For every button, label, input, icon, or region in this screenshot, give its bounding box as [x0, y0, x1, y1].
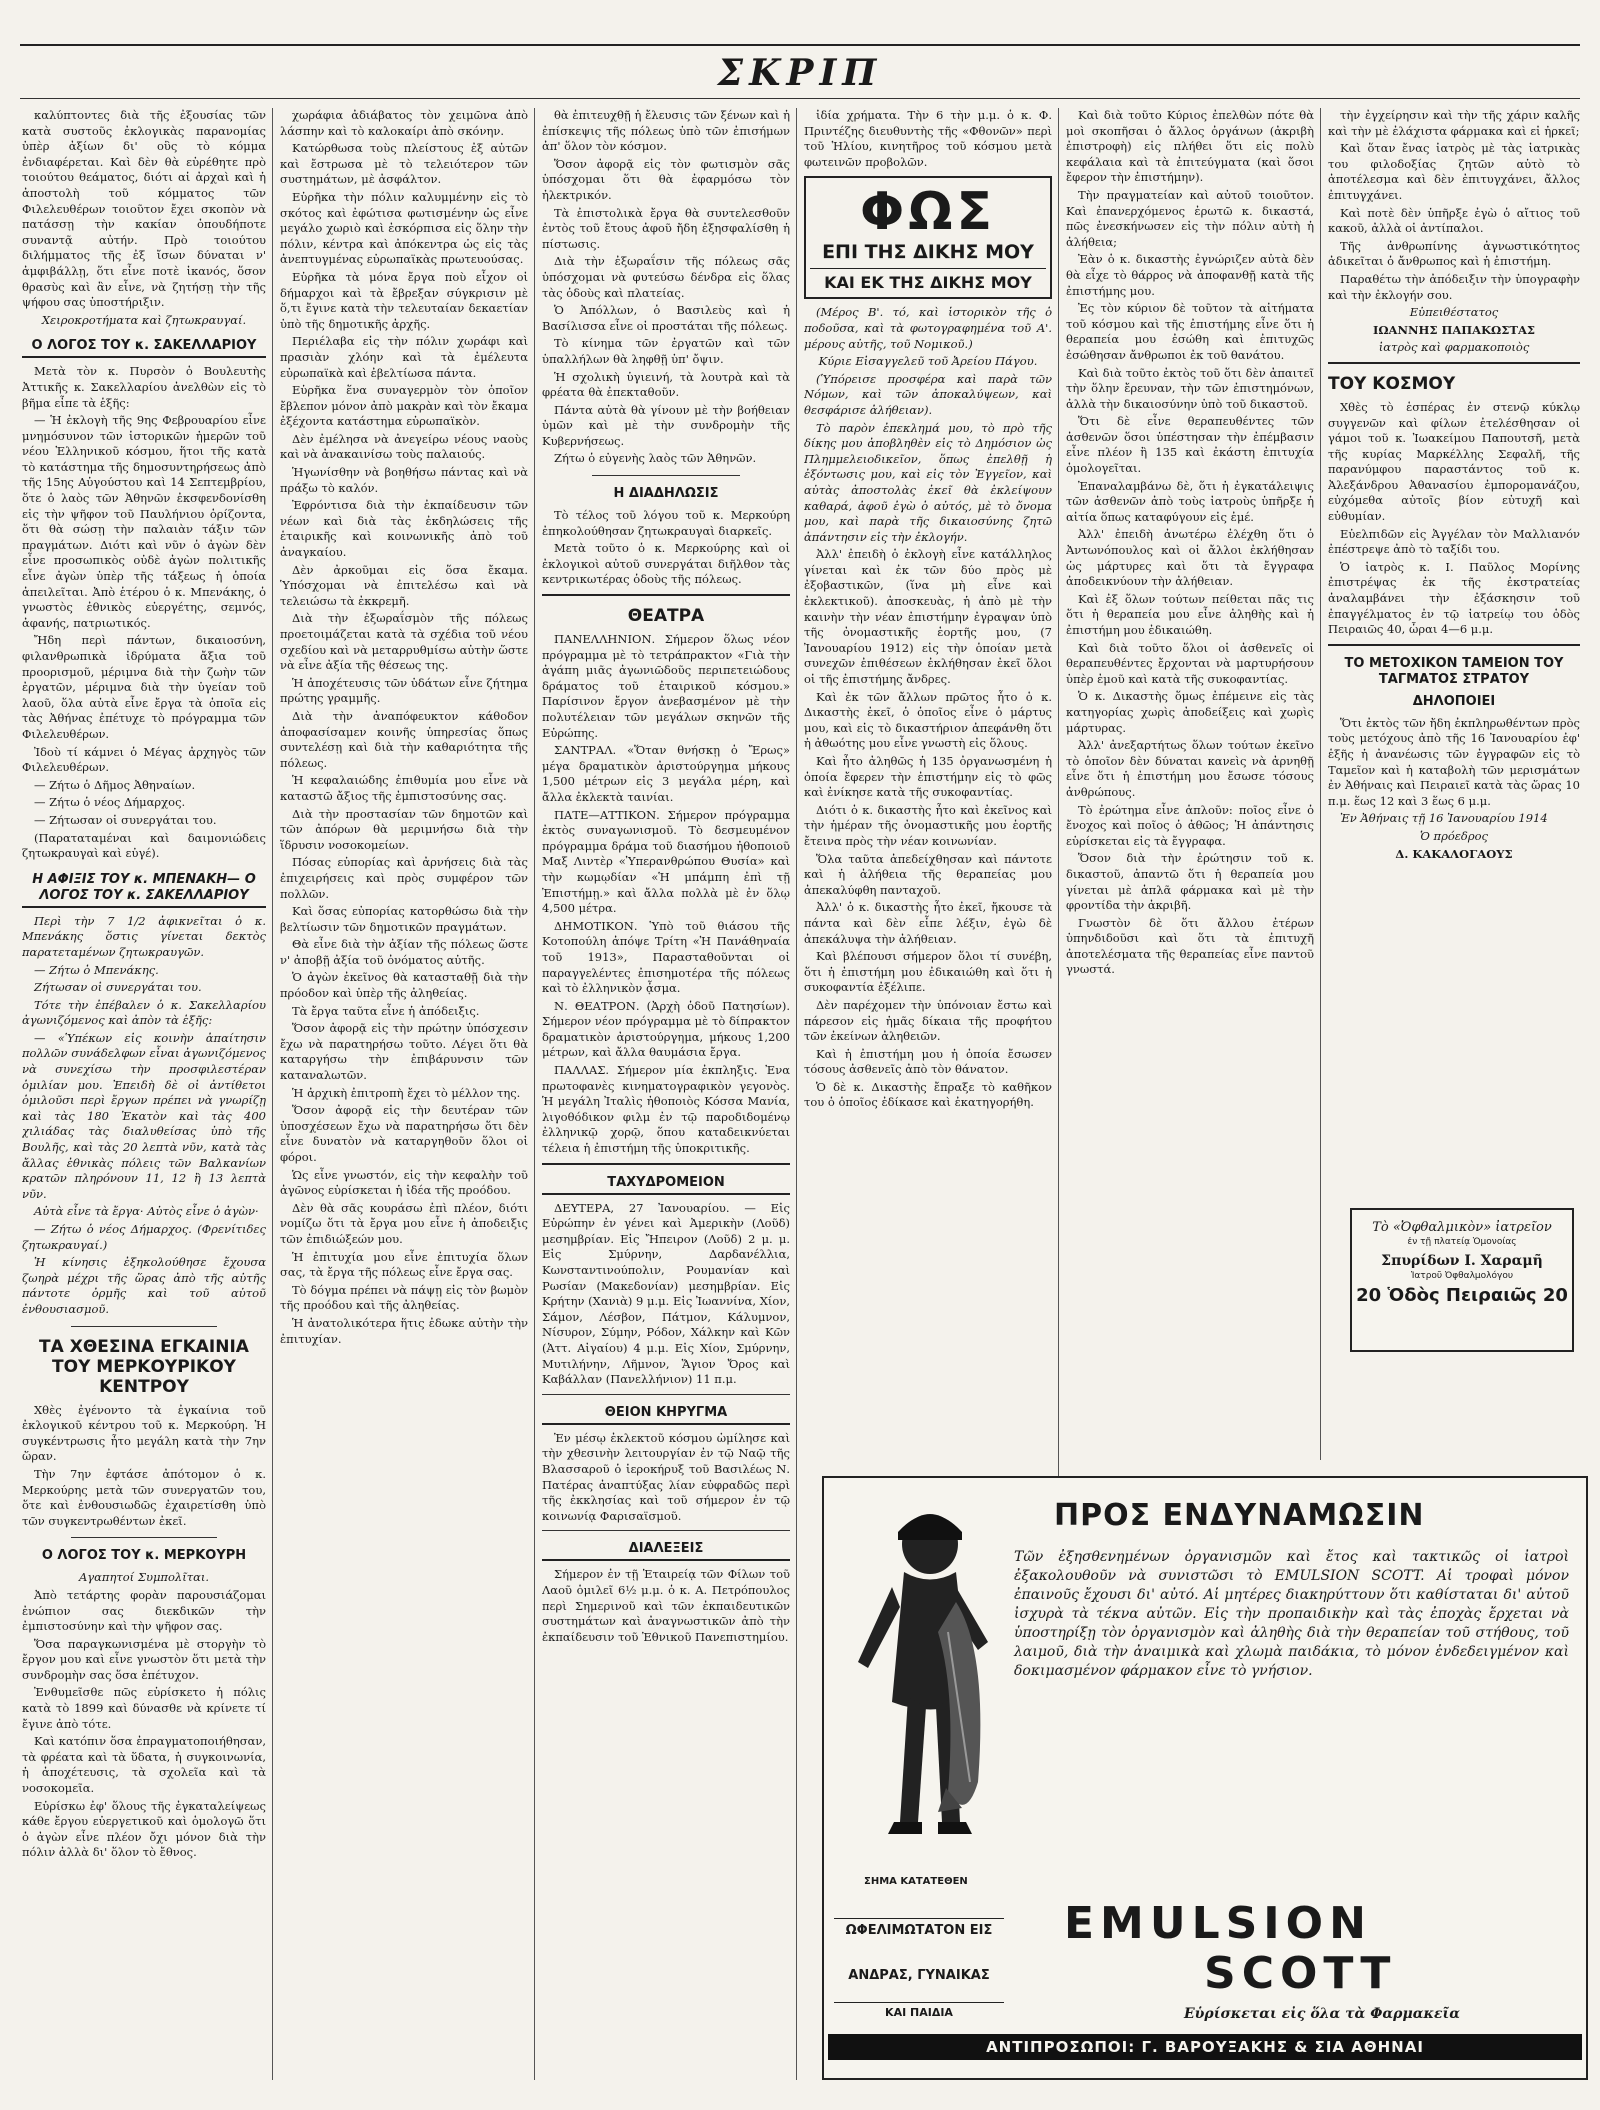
- ad-representatives: ΑΝΤΙΠΡΟΣΩΠΟΙ: Γ. ΒΑΡΟΥΞΑΚΗΣ & ΣΙΑ ΑΘΗΝΑΙ: [828, 2034, 1582, 2060]
- article-paragraph: Ὅλα ταῦτα ἀπεδείχθησαν καὶ πάντοτε καὶ ἡ ἀλήθεια τῆς θεραπείας μου ἀπεκαλύφθη πανταχοῦ.: [804, 851, 1052, 897]
- column-rule: [272, 108, 273, 2080]
- divider: [1328, 644, 1580, 646]
- cheer-line: (Παραταταμέναι καὶ δαιμονιώδεις ζητωκραυγαὶ καὶ εὐγέ).: [22, 830, 266, 861]
- ad-doctor-title: Ἰατροῦ Ὀφθαλμολόγου: [1410, 1271, 1514, 1281]
- divider: [71, 1326, 217, 1327]
- article-paragraph: Ζήτω ὁ εὐγενὴς λαὸς τῶν Ἀθηνῶν.: [554, 451, 757, 466]
- article-paragraph: Ἡ ἀνατολικότερα ἥτις ἐδωκε αὐτὴν τὴν ἐπιτυχίαν.: [280, 1315, 528, 1346]
- masthead: ΣΚΡΙΠ: [717, 52, 883, 94]
- article-paragraph: ΔΗΜΟΤΙΚΟΝ. Ὑπὸ τοῦ θιάσου τῆς Κοτοπούλη ἀπόψε Τρίτη «Ἡ Πανάθηναία τοῦ 1913», Παρασταθοῦνται οἱ παραγγελέντες ἐπισημοτέρα τῆς πόλεως καὶ τὸ ἐλληνικὸν ᾆσμα.: [542, 918, 790, 996]
- article-paragraph: Τὸ κίνημα τῶν ἐργατῶν καὶ τῶν ὑπαλλήλων θὰ ληφθῇ ὑπ' ὄψιν.: [542, 336, 790, 366]
- section-heading: ΤΑ ΧΘΕΣΙΝΑ ΕΓΚΑΙΝΙΑ ΤΟΥ ΜΕΡΚΟΥΡΙΚΟΥ ΚΕΝΤΡΟΥ: [39, 1336, 249, 1397]
- article-paragraph: Τὸ δόγμα πρέπει νὰ πάψῃ εἰς τὸν βωμὸν τῆς προόδου καὶ τῆς ἀληθείας.: [280, 1282, 528, 1313]
- article-paragraph: Διὰ τὴν προστασίαν τῶν δημοτῶν καὶ τῶν ἀπόρων θὰ μεριμνήσω διὰ τὴν ἵδρυσιν νοσοκομείων.: [280, 806, 528, 852]
- article-paragraph: Χθὲς τὸ ἑσπέρας ἐν στενῷ κύκλῳ συγγενῶν καὶ φίλων ἐτελέσθησαν οἱ γάμοι τοῦ κ. Ἰωακείμου Παπουτσῆ, μετὰ τῆς κυρίας Μαρκέλλης Σεφαλῆ, τῆς παρανύμφου παραστάντος τοῦ κ. Ἀλεξάνδρου Ἀθανασίου ἐμπορομανάζου, εὐχόμεθα αὐτοῖς βίον εὐτυχῆ καὶ εὐθυμίαν.: [1328, 399, 1580, 524]
- date-line: Ἐν Ἀθήναις τῇ 16 Ἰανουαρίου 1914: [1340, 811, 1548, 826]
- ad-availability: Εὑρίσκεται εἰς ὅλα τὰ Φαρμακεῖα: [1184, 2006, 1461, 2022]
- signature-name: ΙΩΑΝΝΗΣ ΠΑΠΑΚΩΣΤΑΣ: [1372, 322, 1536, 337]
- section-subheading: ΔΗΛΟΠΟΙΕΙ: [1412, 693, 1496, 709]
- article-paragraph: Εὐρίσκω ἐφ' ὅλους τῆς ἐγκαταλείψεως κάθε ἔργου εὐεργετικοῦ καὶ ὁμολογῶ ὅτι ὁ ἀγὼν εἶνε πλέον ὄχι μόνον διὰ τὴν πόλιν ἀλλὰ δι' ὅλον τὸ ἔθνος.: [22, 1798, 266, 1860]
- divider: [71, 1537, 217, 1538]
- article-paragraph: Εὑρῆκα ἕνα συναγερμὸν τὸν ὁποῖον ἔβλεπον μόνον ἀπὸ μακρὰν καὶ τὸν ἔκαμα ἐξέχοντα κατάστημα εὐρωπαϊκὸν.: [280, 383, 528, 429]
- article-paragraph: Ὅσον ἀφορᾷ εἰς τὸν φωτισμὸν σᾶς ὑπόσχομαι ὅτι θὰ ἐφαρμόσω τὸν ἠλεκτρικόν.: [542, 156, 790, 202]
- article-paragraph: Δὲν ἐμέλησα νὰ ἀνεγείρω νέους ναοὺς καὶ νὰ ἀνακαινίσω τοὺς παλαιούς.: [280, 431, 528, 462]
- article-paragraph: Ἀλλ' ἐπειδὴ ἀνωτέρω ἐλέχθη ὅτι ὁ Ἀντωνόπουλος καὶ οἱ ἄλλοι ἐκλήθησαν ὡς μάρτυρες καὶ ὅτι τὰ ἔγγραφα ἀποδεικνύουν τὴν ἀλήθειαν.: [1066, 527, 1314, 589]
- column-2: [280, 108, 528, 2088]
- article-paragraph: Τὸ παρὸν ἐπεκλημά μου, τὸ πρὸ τῆς δίκης μου ἀποβληθὲν εἰς τὸ Δημόσιον ὡς Πλημμελειοδικεῖον, ὅπως ἐπελθῇ ἡ ἐξόντωσις μου, καὶ εἰς τὸν Ἐγγεῖον, καὶ αὐτὰς ἀποστολὰς ἐκεῖ θὰ ἐκλείψουν καθαρά, ἀφοῦ ἐγὼ ὁ αὐτός, μὲ τὸ ὄνομα μου, καὶ παρὰ τῆς δικαιοσύνης ζητῶ ἀπάντησιν εἰς τὴν ἐκλογήν.: [804, 420, 1052, 544]
- article-paragraph: — Ἡ ἐκλογὴ τῆς 9ης Φεβρουαρίου εἶνε μνημόσυνον τῶν ἱστορικῶν ἡμερῶν τοῦ νέου Ἑλληνικοῦ κόσμου, ἥτοι τῆς κατὰ τὸ κατάστημα τῆς δημοσυντηρήσεως ἀπὸ τῆς 15ης Αὐγούστου καὶ 14 Σεπτεμβρίου, ὅτε ὁ λαὸς τῶν Ἀθηνῶν ἐκσφενδονίσθη εἰς τὴν ψῆφον τοῦ Παυλήνιου ὁρίζοντα, ὅτι θὰ σώσῃ τὴν παλαιὰν τάξιν τῶν πραγμάτων. Διότι καὶ νῦν ὁ ἀγὼν δὲν εἶνε προσωπικὸς οὐδὲ ἀγὼν πολιτικῆς εἶνε ἀγὼν ὑπὲρ τῆς τάξεως ἡ ὁποία ἀπειλεῖται. Ἀπὸ ἑτέρου ὁ κ. Μπενάκης, ὁ γνωστὸς ἐθνικὸς εὐεργέτης, σεμνός, ἀφανής, πατριωτικός.: [22, 413, 266, 630]
- ad-headline: ΠΡΟΣ ΕΝΔΥΝΑΜΩΣΙΝ: [1054, 1498, 1425, 1533]
- article-paragraph: Καὶ ἡ ἐπιστήμη μου ἡ ὁποία ἔσωσεν τόσους ἀσθενεῖς ἀπὸ τὸν θάνατον.: [804, 1046, 1052, 1077]
- ad-audience-label: ΩΦΕΛΙΜΩΤΑΤΟΝ ΕΙΣ: [834, 1918, 1004, 1938]
- article-paragraph: Ὁ δὲ κ. Δικαστὴς ἔπραξε τὸ καθῆκον του ὁ ὁποῖος ἐδίκασε καὶ ἐκατηγορήθη.: [804, 1079, 1052, 1110]
- column-rule: [1320, 108, 1321, 1460]
- article-paragraph: Τὸ ἐρώτημα εἶνε ἁπλοῦν: ποῖος εἶνε ὁ ἔνοχος καὶ ποῖος ὁ ἀθῶος; Ἡ ἀπάντησις εὑρίσκεται εἰς τὰ ἔγγραφα.: [1066, 802, 1314, 848]
- emulsion-scott-ad: [822, 1476, 1588, 2080]
- signature-line: Ὁ πρόεδρος: [1419, 828, 1488, 843]
- article-paragraph: Ἡ ἐπιτυχία μου εἶνε ἐπιτυχία ὅλων σας, τὰ ἔργα τῆς πόλεως εἶνε ἔργα σας.: [280, 1249, 528, 1280]
- article-paragraph: Καὶ ὅταν ἔνας ἰατρὸς μὲ τὰς ἰατρικὰς του φιλοδοξίας ζητῶν αὐτὸ τὸ ἀποτέλεσμα καὶ δὲν ἐπιτυγχάνει, ἄλλος ἐπιτυγχάνει.: [1328, 141, 1580, 202]
- article-paragraph: Εὑρῆκα τὰ μόνα ἔργα ποὺ εἶχον οἱ δήμαρχοι καὶ τὰ ἔβρεξαν σύγκρισιν μὲ ὅ,τι ἔγινε κατὰ τὴν τελευταίαν δεκαετίαν ὑπὸ τῆς δημοτικῆς ἀρχῆς.: [280, 269, 528, 331]
- article-paragraph: Ὅτι δὲ εἶνε θεραπευθέντες τῶν ἀσθενῶν ὅσοι ὑπέστησαν τὴν ἐπέμβασιν εἶνε πλέον ἢ 135 καὶ ἐκάστη ἐπιτυχία ὁμολογεῖται.: [1066, 414, 1314, 476]
- brand-emulsion: EMULSION: [1064, 1898, 1372, 1949]
- cheer-line: — Ζήτωσαν οἱ συνεργάται του.: [34, 812, 217, 827]
- article-paragraph: Τὸ τέλος τοῦ λόγου τοῦ κ. Μερκούρη ἐπηκολούθησαν ζητωκραυγαὶ διαρκεῖς.: [542, 508, 790, 538]
- ad-doctor-name: Σπυρίδων Ι. Χαραμῆ: [1381, 1253, 1543, 1269]
- article-paragraph: Καὶ διὰ τοῦτο ὅλοι οἱ ἀσθενεῖς οἱ θεραπευθέντες ἔρχονται νὰ μαρτυρήσουν ὑπὲρ ἐμοῦ καὶ κατὰ τῆς συκοφαντίας.: [1066, 640, 1314, 686]
- fos-subheadline: ΕΠΙ ΤΗΣ ΔΙΚΗΣ ΜΟΥ: [822, 241, 1034, 264]
- trademark-label: ΣΗΜΑ ΚΑΤΑΤΕΘΕΝ: [864, 1876, 968, 1887]
- article-paragraph: Ὁ Ἀπόλλων, ὁ Βασιλεὺς καὶ ἡ Βασίλισσα εἶνε οἱ προστάται τῆς πόλεως.: [542, 303, 790, 333]
- article-paragraph: Καὶ ὅσας εὐπορίας κατορθώσω διὰ τὴν βελτίωσιν τῶν δημοτικῶν πραγμάτων.: [280, 904, 528, 934]
- article-paragraph: Διὰ τὴν ἐξωραΐσμὸν τῆς πόλεως προετοιμάζεται κατὰ τὰ σχέδια τοῦ νέου σχεδίου καὶ νὰ μεταρρυθμίσω αὐτὴν ὥστε νὰ εἶνε ἀξία τῆς θέσεως της.: [280, 611, 528, 673]
- ad-audience-label: ΚΑΙ ΠΑΙΔΙΑ: [834, 2002, 1004, 2019]
- article-paragraph: Σήμερον ἐν τῇ Ἑταιρείᾳ τῶν Φίλων τοῦ Λαοῦ ὁμιλεῖ 6½ μ.μ. ὁ κ. Α. Πετρόπουλος περὶ Σημερινοῦ καὶ τῶν ἐκπαιδευτικῶν συστημάτων καὶ ἀναγνωστικῶν ἀπὸ τὴν ἐκπαίδευσιν τοῦ Ἐθνικοῦ Πανεπιστημίου.: [542, 1567, 790, 1644]
- article-paragraph: Εὑρῆκα τὴν πόλιν καλυμμένην εἰς τὸ σκότος καὶ ἐφώτισα φωτισμένην ὡς εἶνε μεγάλο χωριὸ καὶ ἐσκόρπισα εἰς ὅλην τὴν πόλιν, κέντρα καὶ ἀπόκεντρα ὡς εἰς τὰς ἀνεπτυγμένας εὐρωπαϊκὰς πρωτευούσας.: [280, 189, 528, 267]
- article-paragraph: Ὅσον ἀφορᾷ εἰς τὴν πρώτην ὑπόσχεσιν ἔχω νὰ παρατηρήσω τοῦτο. Λέγει ὅτι θὰ καταργήσω τὴν ἐπιβάρυνσιν τῶν καταναλωτῶν.: [280, 1021, 528, 1083]
- article-paragraph: Ἀλλ' ἀνεξαρτήτως ὅλων τούτων ἐκεῖνο τὸ ὁποῖον δὲν δύναται κανεὶς νὰ ἀρνηθῇ εἶνε ὅτι ἡ ἐπιστήμη μου ἔσωσε τόσους ἀνθρώπους.: [1066, 738, 1314, 799]
- article-paragraph: τὴν ἐγχείρησιν καὶ τὴν τῆς χάριν καλῆς καὶ τὴν μὲ ἐλάχιστα φάρμακα καὶ εἰ ἠρκεῖ;: [1328, 108, 1580, 138]
- article-paragraph: Καὶ κατόπιν ὅσα ἐπραγματοποιήθησαν, τὰ φρέατα καὶ τὰ ὕδατα, ἡ συγκοινωνία, ἡ ἀποχέτευσις, τὰ σχολεῖα καὶ τὰ νοσοκομεῖα.: [22, 1734, 266, 1796]
- fos-headline: ΦΩΣ: [860, 182, 996, 243]
- column-6: [1328, 108, 1580, 1188]
- article-paragraph: Εὐελπιδῶν εἰς Ἀγγέλαν τὸν Μαλλιανόν ἐπέστρεψε ἀπὸ τὸ ταξίδι του.: [1328, 526, 1580, 557]
- article-paragraph: Γνωστὸν δὲ ὅτι ἄλλου ἐτέρων ὑπηνδιδοῦσι καὶ ὅτι τὰ ἐπιτυχῆ ἀποτελέσματα τῆς θεραπείας εἶνε παντοῦ γνωστά.: [1066, 915, 1314, 977]
- section-heading: Η ΑΦΙΞΙΣ ΤΟΥ κ. ΜΠΕΝΑΚΗ— Ο ΛΟΓΟΣ ΤΟΥ κ. ΣΑΚΕΛΛΑΡΙΟΥ: [22, 872, 266, 908]
- article-paragraph: ΠΑΝΕΛΛΗΝΙΟΝ. Σήμερον ὅλως νέον πρόγραμμα μὲ τὸ τετράπρακτον «Γιὰ τὴν ἀγάπη μιᾶς ἀγωνιῶδοῦς περιπετειώδους δράματος τοῦ ἐταιρικοῦ κόσμου.» Παρίσινον ἔργον ἀνεβασμένον μὲ τὴν πολυτέλειαν τῶν μεγάλων σκηνῶν τῆς Εὐρώπης.: [542, 632, 790, 740]
- divider: [592, 475, 741, 476]
- article-paragraph: Ἐν μέσῳ ἐκλεκτοῦ κόσμου ὡμίλησε καὶ τὴν χθεσινὴν λειτουργίαν ἐν τῷ Ναῷ τῆς Βλασσαροῦ ὁ ἱεροκήρυξ τοῦ Βασιλέως Ν. Πατέρας ἀναπτύξας λίαν εὐφραδῶς περὶ τῆς ἐκκλησίας καὶ τοῦ σήμερον ἐν τῷ κοινωνίᾳ Φαρισαϊσμοῦ.: [542, 1430, 790, 1523]
- article-paragraph: Πόσας εὐπορίας καὶ ἀρνήσεις διὰ τὰς ἐπιχειρήσεις καὶ πρὸς συμφέρον τῶν πολλῶν.: [280, 855, 528, 901]
- column-1: [22, 108, 266, 2088]
- article-paragraph: Ἤδη περὶ πάντων, δικαιοσύνη, φιλανθρωπικὰ ἰδρύματα ἄξια τοῦ προορισμοῦ, μέριμνα διὰ τὴν ζωὴν τῶν ἐργατῶν, μέριμνα διὰ τὴν ὑγείαν τοῦ λαοῦ, ὅλα αὐτὰ εἶνε ἔργα τὰ ὁποῖα εἰς τὰς Ἀθήνας ἐπέτυχε τὸ πρόγραμμα τῶν Φιλελευθέρων.: [22, 633, 266, 741]
- article-paragraph: Αγαπητοί Συμπολῖται.: [78, 1570, 209, 1585]
- article-paragraph: (Ὑπόρεισε προσφέρα καὶ παρὰ τῶν Νόμων, καὶ τῶν ἀποκαλύψεων, καὶ θεσφάρισε ἀλήθειαν).: [804, 371, 1052, 417]
- fos-subheadline-2: ΚΑΙ ΕΚ ΤΗΣ ΔΙΚΗΣ ΜΟΥ: [810, 268, 1046, 293]
- article-paragraph: Καὶ ποτὲ δὲν ὑπῆρξε ἐγὼ ὁ αἴτιος τοῦ κακοῦ, ἀλλὰ οἱ ἀντίπαλοι.: [1328, 205, 1580, 236]
- article-paragraph: Ὡς εἶνε γνωστόν, εἰς τὴν κεφαλὴν τοῦ ἀγῶνος εὑρίσκεται ἡ ἰδέα τῆς προόδου.: [280, 1167, 528, 1198]
- article-paragraph: Τότε τὴν ἐπέβαλεν ὁ κ. Σακελλαρίου ἀγωνιζόμενος καὶ ἀπὸν τὰ ἑξῆς:: [22, 997, 266, 1028]
- article-paragraph: καλύπτοντες διὰ τῆς ἐξουσίας τῶν κατὰ συστοῦς ἐκλογικὰς παρανομίας ὑπὲρ ἀξίων δι' οὓς τὸ κόμμα ἐνδιαφέρεται. Καὶ δὲν θὰ εὑρέθητε πρὸ τοιούτου θεάματος, διότι αἱ ἀρχαὶ καὶ ἡ ἀποστολὴ τοῦ κόμματος τῶν Φιλελευθέρων τοιοῦτον ἔχει σκοπὸν νὰ πατάσσῃ τὴν κακίαν ὁπουδήποτε συναντᾷ αὐτήν. Πρὸ τοιούτου διλήμματος τῆς ἐξ ἴσων δύναται ν' ἀμφιβάλλῃ, ὅτι εἶνε ποτὲ ἱκανός, ὅσον θρασὺς καὶ ἂν εἶνε, νὰ ζητήσῃ τὴν τῆς ψήφου σας ὑποστήριξιν.: [22, 108, 266, 310]
- article-paragraph: Αὐτὰ εἶνε τὰ ἔργα· Αὐτὸς εἶνε ὁ ἀγὼν·: [34, 1204, 259, 1219]
- article-paragraph: Περὶ τὴν 7 1/2 ἀφικνεῖται ὁ κ. Μπενάκης ὅστις γίνεται δεκτὸς παρατεταμένων ζητωκραυγῶν.: [22, 913, 266, 959]
- article-paragraph: Κατώρθωσα τοὺς πλείστους ἐξ αὐτῶν καὶ ἔστρωσα μὲ τὸ τελειότερον τῶν συστημάτων, μὲ ἀσφάλτον.: [280, 141, 528, 187]
- article-paragraph: Ἡ ἀρχικὴ ἐπιτροπὴ ἔχει τὸ μέλλον της.: [292, 1085, 521, 1100]
- section-heading: ΘΕΑΤΡΑ: [627, 606, 705, 627]
- article-paragraph: Τὰ ἔργα ταῦτα εἶνε ἡ ἀπόδειξις.: [292, 1003, 480, 1018]
- article-paragraph: — Ζήτω ὁ Μπενάκης.: [34, 962, 159, 977]
- article-paragraph: Ὅσον ἀφορᾷ εἰς τὴν δευτέραν τῶν ὑποσχέσεων ἔχω νὰ παρατηρήσω ὅτι δὲν εἶνε δυνατὸν νὰ καταργηθοῦν ὅλοι οἱ φόροι.: [280, 1103, 528, 1164]
- article-paragraph: ἰδία χρήματα. Τὴν 6 τὴν μ.μ. ὁ κ. Φ. Πριντέζης διευθυντὴς τῆς «Φθονῶν» περὶ τοῦ Ἡλίου, κινητῆρος τοῦ κόσμου μετὰ φωτεινῶν προβολῶν.: [804, 108, 1052, 169]
- column-rule: [796, 108, 797, 2080]
- article-paragraph: Ἡ σχολικὴ ὑγιεινή, τὰ λουτρὰ καὶ τὰ φρέατα θὰ ἐπεκταθοῦν.: [542, 369, 790, 400]
- article-paragraph: ΠΑΛΛΑΣ. Σήμερον μία ἐκπληξις. Ἐνα πρωτοφανὲς κινηματογραφικὸν γεγονὸς. Ἡ μεγάλη Ἰταλὶς ἠθοποιὸς Κόσσα Μανία, λιγοθόδικον φιλμ ἐν τῷ παροδιδομένῳ ἐλληνικῷ χορῷ, ὅπου καταδεικνύεται τέλεια ἡ ἐπιστήμη τῆς ὑποκριτικῆς.: [542, 1063, 790, 1156]
- article-paragraph: Ἀλλ' ἐπειδὴ ὁ ἐκλογὴ εἶνε κατάλληλος γίνεται καὶ ἐκ τῶν δύο πρὸς μὲ ἐξοβαστικῶν, (ἵνα μὴ εἶνε καὶ ἐκλεκτικοῦ). ἀποσκευὰς, ἡ ἀπὸ μὲ τὴν καινὴν τὴν νέαν ἐπιστήμην ἐγραψαν ὑπὸ τῆς ὀνομαστικῆς ἑορτῆς μου, (7 Ἰανουαρίου 1912) εἰς τὴν ὁποίαν μετὰ συνεχῶν ἐπιθέσεων ἐκλήθησαν ἐκεῖ ὅλοι οἱ τῆς ἐπιστήμης ἄνδρες.: [804, 547, 1052, 687]
- article-paragraph: Ἀπὸ τετάρτης φορὰν παρουσιάζομαι ἐνώπιον σας διεκδικῶν τὴν ἐμπιστοσύνην καὶ τὴν ψῆφον σας.: [22, 1587, 266, 1634]
- ad-body-text: Τῶν ἐξησθενημένων ὀργανισμῶν καὶ ἔτος καὶ τακτικῶς οἱ ἰατροὶ ἐξακολουθοῦν νὰ συνιστῶσι τὸ EMULSION SCOTT. Αἱ τροφαὶ μόνον ἐπαινοῦς ἔχουσι δι' αὐτό. Αἱ μητέρες διακηρύττουν ὅτι καθίσταται δι' αὐτοῦ ἰσχυρὰ τὰ τέκνα αὐτῶν. Εἰς τὴν προπαιδικὴν καὶ τὰς ἐποχὰς ἔρχεται νὰ ὑποστηρίξῃ τὸν ὀργανισμὸν καὶ ἀληθὴς διὰ τὴν θεραπείαν τοῦ στήθους, τοῦ λαιμοῦ, διὰ τὴν ἀναιμικὰ καὶ χλωμὰ παιδάκια, τὸ μόνον ἐνδεδειγμένον καὶ δοκιμασμένον φάρμακον εἶνε τὸ γνήσιον.: [1014, 1549, 1569, 1679]
- article-paragraph: Ἐὰν ὁ κ. δικαστὴς ἐγνώριζεν αὐτὰ δὲν θὰ εἶχε τὸ θάρρος νὰ ἀποφανθῇ κατὰ τῆς ἐπιστήμης μου.: [1066, 252, 1314, 298]
- column-4: [804, 108, 1052, 1468]
- article-paragraph: Τὴν 7ην ἐφτάσε ἀπότομον ὁ κ. Μερκούρης μετὰ τῶν συνεργατῶν του, ὅτε καὶ ἐνθουσιωδῶς ἐχαιρετίσθη ὑπὸ τῶν συγκεντρωθέντων ἐκεῖ.: [22, 1466, 266, 1528]
- article-paragraph: (Μέρος Β'. τό, καὶ ἱστορικὸν τῆς ὁ ποδοῦσα, καὶ τὰ φωτογραφημένα τοῦ Α'. μέρους αὐτῆς, τοῦ Νομικοῦ.): [804, 305, 1052, 351]
- cheer-line: — Ζήτω ὁ νέος Δήμαρχος.: [34, 795, 186, 810]
- article-paragraph: Διὰ τὴν ἀναπόφευκτον κάθοδον ἀποφασίσαμεν κοινῆς ὑπηρεσίας ὅπως συντελέσῃ καὶ διὰ τὴν καθαριότητα τῆς πόλεως.: [280, 708, 528, 770]
- brand-scott: SCOTT: [1204, 1948, 1397, 1999]
- section-heading: Η ΔΙΑΔΗΛΩΣΙΣ: [613, 486, 719, 502]
- divider: [542, 1394, 790, 1395]
- article-paragraph: Ζήτωσαν οἱ συνεργάται του.: [34, 980, 202, 995]
- article-paragraph: Τὴν πραγματείαν καὶ αὐτοῦ τοιοῦτον. Καὶ ἐπανερχόμενος ἐρωτῶ κ. δικαστά, πῶς ἐνεσκήνωσεν εἰς τὴν πόλιν αὐτὴ ἡ ἀλήθεια;: [1066, 187, 1314, 249]
- article-paragraph: Τῆς ἀνθρωπίνης ἀγνωστικότητος ἀδικεῖται ὁ ἄνθρωπος καὶ ἡ ἐπιστήμη.: [1328, 238, 1580, 269]
- article-paragraph: Ν. ΘΕΑΤΡΟΝ. (Ἀρχὴ ὁδοῦ Πατησίων). Σήμερον νέον πρόγραμμα μὲ τὸ δίπρακτον δραματικὸν ἀριστούργημα, μήκους 1,200 μέτρων, καὶ ἄλλα θαυμάσια ἔργα.: [542, 998, 790, 1060]
- article-paragraph: Καὶ διὰ τοῦτο Κύριος ἐπελθὼν πότε θὰ μοὶ σκοπῆσαι ὁ ἄλλος ὀργάνων (ἀκριβὴ ἐπιστροφὴ) εἰς πλήθει ὅτι εἰς πολὺ κεφάλαια καὶ τὰ ἐπιτεύγματα (καὶ ὅσοι ἔφερον τὴν ἐπιστήμην).: [1066, 108, 1314, 185]
- article-paragraph: Ἐφρόντισα διὰ τὴν ἐκπαίδευσιν τῶν νέων καὶ διὰ τὰς ἐκδηλώσεις τῆς ἑταιρικῆς καὶ κοινωνικῆς ἀπὸ τοῦ ἀναγκαίου.: [280, 498, 528, 560]
- article-paragraph: Τὰ ἐπιστολικὰ ἔργα θὰ συντελεσθοῦν ἐντὸς τοῦ ἔτους ἀφοῦ ἤδη ἐξησφαλίσθη ἡ πίστωσις.: [542, 205, 790, 251]
- masthead-top-rule: [20, 44, 1580, 46]
- article-paragraph: Καὶ ἐξ ὅλων τούτων πείθεται πᾶς τις ὅτι ἡ θεραπεία μου εἶνε ἀληθὴς καὶ ἡ ἐπιστήμη μου ἐδικαιώθη.: [1066, 591, 1314, 637]
- article-paragraph: Περιέλαβα εἰς τὴν πόλιν χωράφι καὶ πρασιὰν χλόην καὶ τὰ ἐμέλευτα εὐρωπαϊκὰ καὶ ἐβελτίωσα πάντα.: [280, 334, 528, 380]
- article-paragraph: Καὶ διὰ τοῦτο ἐκτὸς τοῦ ὅτι δὲν ἀπαιτεῖ τὴν ὅλην ἔρευναν, τὴν τῶν ἐπιστημόνων, ἀλλὰ τὴν δικαιοσύνην ὑπὸ τοῦ δικαστοῦ.: [1066, 365, 1314, 411]
- article-paragraph: Ὁ ἰατρὸς κ. Ι. Παῦλος Μορίνης ἐπιστρέψας ἐκ τῆς ἐκστρατείας ἀναλαμβάνει τὴν ἐξάσκησιν τοῦ ἐπαγγέλματος ἐν τῷ ἰατρείῳ του ὁδὸς Πειραιῶς 40, ὧραι 4—6 μ.μ.: [1328, 559, 1580, 637]
- ad-subtitle: ἐν τῇ πλατείᾳ Ὁμονοίας: [1407, 1237, 1517, 1247]
- article-paragraph: ΠΑΤΕ—ΑΤΤΙΚΟΝ. Σήμερον πρόγραμμα ἐκτὸς συναγωνισμοῦ. Τὸ δεσμευμένον πρόγραμμα δράμα τοῦ διασήμου ἠθοποιοῦ Μαξ Λιντὲρ «Ὑπερανθρώπου Θυσία» καὶ τὴν κωμῳδίαν «Ἡ μπάμπη ἐπὶ τῇ Ἐπιστήμῃ.» καὶ ἄλλα πολλὰ μὲ ἐν ὅλῳ 4,500 μέτρα.: [542, 807, 790, 916]
- article-paragraph: Διὰ τὴν ἐξωραΐσιν τῆς πόλεως σᾶς ὑπόσχομαι νὰ φυτεύσω δένδρα εἰς ὅλας τὰς ὁδοὺς καὶ πλατείας.: [542, 254, 790, 300]
- article-paragraph: Καὶ ἐκ τῶν ἄλλων πρῶτος ἦτο ὁ κ. Δικαστὴς ἐκεῖ, ὁ ὁποῖος εἶνε ὁ μάρτυς μου, καὶ εἰς τὸ δικαστήριον ἀπεφάνθη ὅτι ἡ ἀθωότης μου εἶνε γνωστὴ εἰς ὅλους.: [804, 689, 1052, 751]
- article-paragraph: Διότι ὁ κ. δικαστὴς ἦτο καὶ ἐκεῖνος καὶ τὴν ἡμέραν τῆς ὀνομαστικῆς μου ἑορτῆς ἔτεινα πρὸς τὴν νέαν κοινωνίαν.: [804, 802, 1052, 848]
- article-paragraph: Μετὰ τοῦτο ὁ κ. Μερκούρης καὶ οἱ ἐκλογικοὶ αὐτοῦ συνεργάται διῆλθον τὰς κεντρικωτέρας ὁδοὺς τῆς πόλεως.: [542, 541, 790, 587]
- ad-audience-label: ΑΝΔΡΑΣ, ΓΥΝΑΙΚΑΣ: [848, 1968, 990, 1983]
- fos-headline-box: [804, 176, 1052, 299]
- article-paragraph: Ἡ κίνησις ἐξηκολούθησε ἔχουσα ζωηρὰ μέχρι τῆς ὥρας ἀπὸ τῆς αὐτῆς πάντοτε ὀρμῆς καὶ τοῦ αὐτοῦ ἐνθουσιασμοῦ.: [22, 1255, 266, 1316]
- section-heading: ΤΟΥ ΚΟΣΜΟΥ: [1328, 373, 1456, 394]
- article-paragraph: Ὅσον διὰ τὴν ἐρώτησιν τοῦ κ. δικαστοῦ, ἀπαντῶ ὅτι ἡ θεραπεία μου γίνεται μὲ ἁπλᾶ φάρμακα καὶ μὲ τὴν φροντίδα τὴν ἀκριβῆ.: [1066, 851, 1314, 913]
- article-paragraph: — «Ὑπέκων εἰς κοινὴν ἀπαίτησιν πολλῶν συνάδελφων εἶναι ἀγωνιζόμενος νὰ συνεχίσω τὴν προσφιλεστέραν ὁμιλίαν μου. Ἐπειδὴ δὲ οἱ ἀντίθετοι ὁμιλοῦσι περὶ ἔργων πρέπει νὰ γνωρίζῃ καὶ τὰς 180 Ἐκατὸν καὶ τὰς 400 χιλιάδας τὰς διαλυθείσας ὑπὸ τῆς Βουλῆς, καὶ τὰς 20 λεπτὰ νῦν, κατὰ τὰς ἄλλας ἐθνικὰς πόλεις τῶν Βαλκανίων κρατῶν πληρόνουν 11, 12 ἢ 13 λεπτὰ νῦν.: [22, 1030, 266, 1201]
- section-heading: ΤΟ ΜΕΤΟΧΙΚΟΝ ΤΑΜΕΙΟΝ ΤΟΥ ΤΑΓΜΑΤΟΣ ΣΤΡΑΤΟΥ: [1344, 655, 1564, 687]
- article-paragraph: Καὶ βλέπουσι σήμερον ὅλοι τί συνέβη, ὅτι ἡ ἐπιστήμη μου ἐδικαιώθη καὶ ὅτι ἡ συκοφαντία ἐξέλιπε.: [804, 949, 1052, 995]
- column-rule: [534, 108, 535, 2080]
- cheer-line: — Ζήτω ὁ Δῆμος Ἀθηναίων.: [34, 777, 196, 792]
- column-3: [542, 108, 790, 2088]
- article-paragraph: Ὁ κ. Δικαστὴς ὅμως ἐπέμεινε εἰς τὰς κατηγορίας χωρὶς ἀποδείξεις καὶ χωρὶς μάρτυρας.: [1066, 689, 1314, 735]
- article-paragraph: — Ζήτω ὁ νέος Δήμαρχος. (Φρενίτιδες ζητωκραυγαί.): [22, 1222, 266, 1252]
- article-paragraph: θὰ ἐπιτευχθῇ ἡ ἔλευσις τῶν ξένων καὶ ἡ ἐπίσκεψις τῆς πόλεως ὑπὸ τῶν ἐπισήμων ἀπ' ὅλον τὸν κόσμον.: [542, 108, 790, 154]
- article-paragraph: Ὅσα παραγκωνισμένα μὲ στοργὴν τὸ ἔργον μου καὶ εἶνε γνωστὸν ὅτι μετὰ τὴν συνδρομὴν σας ὅσα ἐπέτυχον.: [22, 1636, 266, 1682]
- section-heading: Ο ΛΟΓΟΣ ΤΟΥ κ. ΜΕΡΚΟΥΡΗ: [41, 1548, 247, 1564]
- article-paragraph: Ἐς τὸν κύριον δὲ τοῦτον τὰ αἰτήματα τοῦ κόσμου καὶ τῆς ἐπιστήμης εἶνε ὅτι ἡ θεραπεία μου ἐσώθη καὶ ἐπιτυχῶς ἐσώθησαν ἄνθρωποι ἐκ τοῦ θανάτου.: [1066, 301, 1314, 362]
- fisherman-with-fish-icon: [838, 1492, 1008, 1872]
- article-paragraph: Παραθέτω τὴν ἀπόδειξιν τὴν ὑπογραφὴν καὶ τὴν ἐκλογήν σου.: [1328, 271, 1580, 302]
- article-paragraph: ΣΑΝΤΡΑΛ. «Ὅταν θνήσκῃ ὁ Ἔρως» μέγα δραματικὸν ἀριστούργημα μήκους 1,500 μέτρων εἰς 3 μεγάλα μέρη, καὶ ἄλλα ἐκλεκτὰ ταινίαι.: [542, 743, 790, 804]
- article-paragraph: Ἀλλ' ὁ κ. δικαστὴς ἦτο ἐκεῖ, ἤκουσε τὰ πάντα καὶ δὲν εἶπε λέξιν, ἐγὼ δὲ ἀπεκάλυψα τὴν ἀλήθειαν.: [804, 900, 1052, 946]
- divider: [542, 1163, 790, 1165]
- article-paragraph: χωράφια ἀδιάβατος τὸν χειμῶνα ἀπὸ λάσπην καὶ τὸ καλοκαίρι ἀπὸ σκόνην.: [280, 108, 528, 138]
- article-paragraph: Ἡγωνίσθην νὰ βοηθήσω πάντας καὶ νὰ πράξω τὸ καλόν.: [280, 465, 528, 495]
- divider: [542, 594, 790, 596]
- divider: [542, 1530, 790, 1531]
- article-paragraph: Χθὲς ἐγένοντο τὰ ἐγκαίνια τοῦ ἐκλογικοῦ κέντρου τοῦ κ. Μερκούρη. Ἡ συγκέντρωσις ἦτο μεγάλη κατὰ τὴν 7ην ὥραν.: [22, 1402, 266, 1464]
- article-paragraph: Καὶ ἦτο ἀληθῶς ἡ 135 ὀργανωσμένη ἡ ὁποία ἔφερεν τὴν ἐπιστήμην εἰς τὸ φῶς καὶ ἐνίκησε κατὰ τῆς συκοφαντίας.: [804, 754, 1052, 800]
- article-paragraph: Ἐνθυμεῖσθε πῶς εὑρίσκετο ἡ πόλις κατὰ τὸ 1899 καὶ δύνασθε νὰ κρίνετε τί ἔγινε ἀπὸ τότε.: [22, 1685, 266, 1731]
- article-paragraph: Πάντα αὐτὰ θὰ γίνουν μὲ τὴν βοήθειαν ὑμῶν καὶ μὲ τὴν συνδρομὴν τῆς Κυβερνήσεως.: [542, 402, 790, 448]
- ad-title: Τὸ «Ὀφθαλμικὸν» ἰατρεῖον: [1372, 1220, 1552, 1235]
- article-paragraph: Ὅτι ἐκτὸς τῶν ἤδη ἐκπληρωθέντων πρὸς τοὺς μετόχους ἀπὸ τῆς 16 Ἰανουαρίου ἐφ' ἑξῆς ἡ ἀνανέωσις τῶν ἐγγραφῶν εἰς τὸ Ταμεῖον καὶ ἡ καταβολὴ τῶν μερισμάτων ἐν Ἀθήναις καὶ Πειραιεῖ κατὰ τὰς ὥρας 10 π.μ. ἕως 12 καὶ 3 ἕως 6 μ.μ.: [1328, 715, 1580, 808]
- article-paragraph: Χειροκροτήματα καὶ ζητωκραυγαί.: [41, 312, 247, 327]
- signature-title: ἰατρὸς καὶ φαρμακοποιὸς: [1378, 340, 1530, 355]
- article-paragraph: Δὲν παρέχομεν τὴν ὑπόνοιαν ἔστω καὶ πάρεσον εἰς ἡμᾶς δίκαια τῆς προφήτου τῶν ἐκείνων ἀληθειῶν.: [804, 997, 1052, 1044]
- section-heading: Ο ΛΟΓΟΣ ΤΟΥ κ. ΣΑΚΕΛΛΑΡΙΟΥ: [22, 338, 266, 358]
- column-5: [1066, 108, 1314, 1468]
- signature-line: Εὐπειθέστατος: [1409, 305, 1499, 320]
- article-paragraph: Ἡ κεφαλαιώδης ἐπιθυμία μου εἶνε νὰ καταστῶ ἄξιος τῆς ἐμπιστοσύνης σας.: [280, 773, 528, 803]
- article-paragraph: Ἰδοὺ τί κάμνει ὁ Μέγας ἀρχηγὸς τῶν Φιλελευθέρων.: [22, 744, 266, 775]
- section-heading: ΘΕΙΟΝ ΚΗΡΥΓΜΑ: [542, 1405, 790, 1425]
- ophthalmic-clinic-ad: [1350, 1208, 1574, 1352]
- ad-address: 20 Ὁδὸς Πειραιῶς 20: [1356, 1285, 1568, 1306]
- section-heading: ΔΙΑΛΕΞΕΙΣ: [542, 1541, 790, 1561]
- article-paragraph: Θὰ εἶνε διὰ τὴν ἀξίαν τῆς πόλεως ὥστε ν' ἀποβῇ ἀξία τοῦ ὀνόματος αὐτῆς.: [280, 937, 528, 967]
- article-paragraph: Δὲν ἀρκοῦμαι εἰς ὅσα ἔκαμα. Ὑπόσχομαι νὰ ἐπιτελέσω καὶ νὰ τελειώσω τὰ ἐκκρεμῆ.: [280, 562, 528, 608]
- article-paragraph: Κύριε Εἰσαγγελεῦ τοῦ Ἀρείου Πάγου.: [818, 354, 1038, 369]
- article-paragraph: Μετὰ τὸν κ. Πυρσὸν ὁ Βουλευτὴς Ἀττικῆς κ. Σακελλαρίου ἀνελθὼν εἰς τὸ βῆμα εἶπε τὰ ἑξῆς:: [22, 364, 266, 410]
- signature-name: Δ. ΚΑΚΑΛΟΓΑΟΥΣ: [1395, 846, 1513, 861]
- section-heading: ΤΑΧΥΔΡΟΜΕΙΟΝ: [542, 1175, 790, 1195]
- masthead-bottom-rule: [20, 98, 1580, 99]
- article-paragraph: ΔΕΥΤΕΡΑ, 27 Ἰανουαρίου. — Εἰς Εὐρώπην ἐν γένει καὶ Ἀμερικὴν (Λοῦδ) μεσημβρίαν. Εἰς Ἤπειρον (Λοῦδ) 2 μ. μ. Εἰς Σμύρνην, Δαρδανέλλια, Κωνσταντινούπολιν, Ρουμανίαν καὶ Ρωσίαν (Μακεδονίαν) μεσημβρίαν. Εἰς Κρήτην (Χανιὰ) 9 μ.μ. Εἰς Ἰωαννίνα, Χίον, Σάμον, Λέσβον, Πάτμον, Κάλυμνον, Νίσυρον, Σύμην, Ρόδον, Χάλκην καὶ Κῶν (Ἀττ. Αἰγαίου) 4 μ.μ. Εἰς Χίον, Σμύρνην, Μυτιλήνην, Λῆμνον, Ἅγιον Ὄρος καὶ Καβάλλαν (Πανελλήνιον) 11 π.μ.: [542, 1200, 790, 1387]
- divider: [1328, 362, 1580, 364]
- article-paragraph: Ἐπαναλαμβάνω δὲ, ὅτι ἡ ἐγκατάλειψις τῶν ἀσθενῶν ἀπὸ τοὺς ἰατροὺς ὑπῆρξε ἡ αἰτία ὅπως καταφύγουν εἰς ἐμέ.: [1066, 478, 1314, 524]
- article-paragraph: Ὁ ἀγὼν ἐκεῖνος θὰ κατασταθῇ διὰ τὴν πρόοδον καὶ ὑπὲρ τῆς ἀληθείας.: [280, 970, 528, 1001]
- article-paragraph: Ἡ ἀποχέτευσις τῶν ὑδάτων εἶνε ζήτημα πρώτης γραμμῆς.: [280, 675, 528, 706]
- article-paragraph: Δὲν θὰ σᾶς κουράσω ἐπὶ πλέον, διότι νομίζω ὅτι τὰ ἔργα μου εἶνε ἡ ἀποδειξις τῶν ἐπιδιώξεών μου.: [280, 1200, 528, 1246]
